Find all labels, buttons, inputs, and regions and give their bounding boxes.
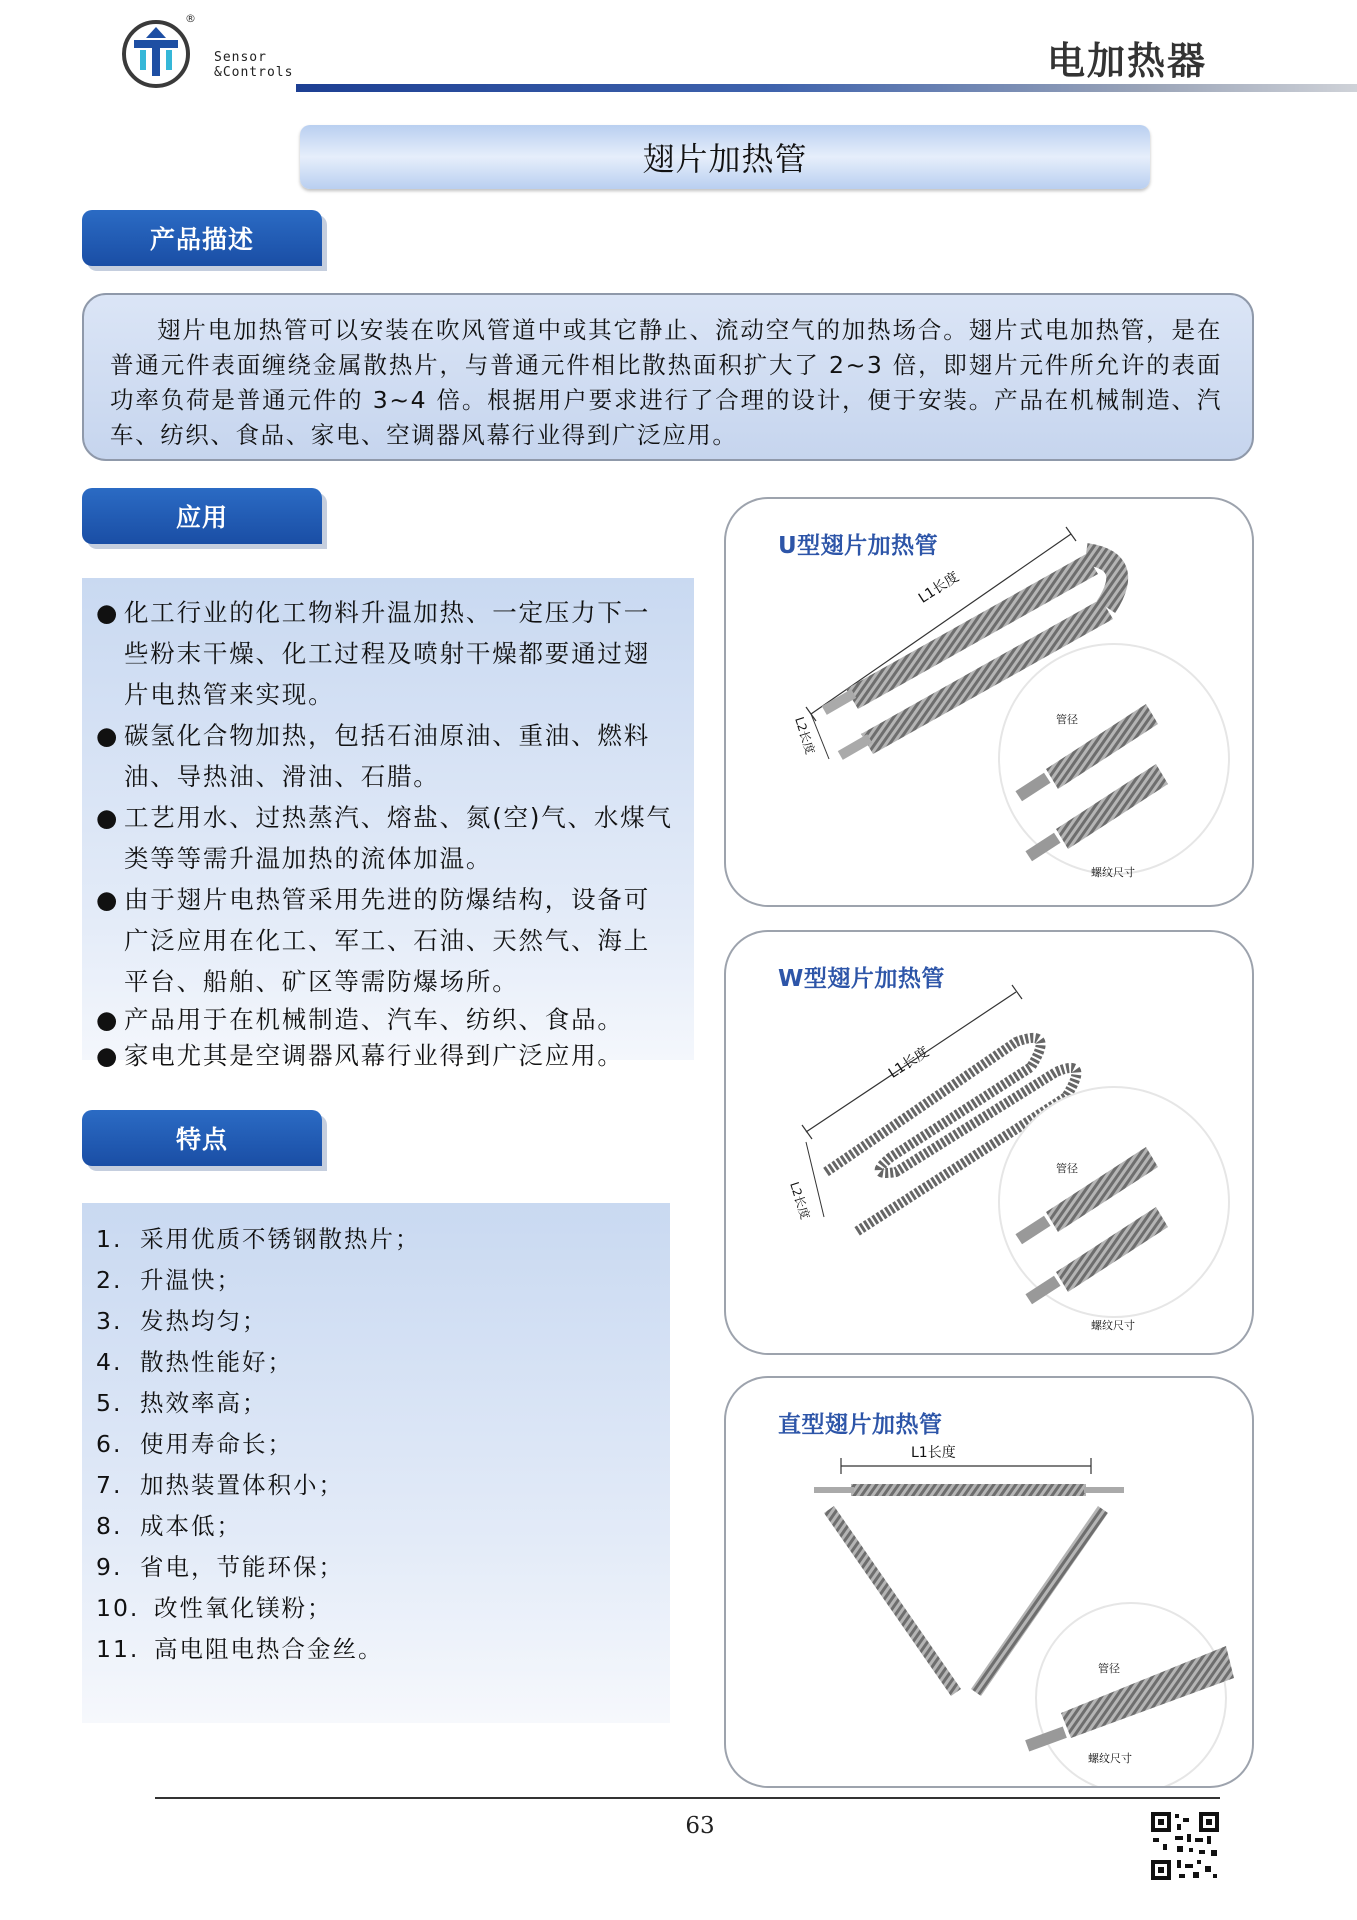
pipe-diameter-label: 管径 xyxy=(1098,1662,1120,1675)
dimension-label-l1: L1长度 xyxy=(915,568,963,607)
list-item xyxy=(96,1588,670,1629)
bullet-icon: ● xyxy=(96,803,120,832)
page-number: 63 xyxy=(685,1813,715,1839)
u-type-heater-illustration xyxy=(726,499,1254,907)
list-item-text: 由于翅片电热管采用先进的防爆结构，设备可广泛应用在化工、军工、石油、天然气、海上平台、船舶、矿区等需防爆场所。 xyxy=(124,885,650,996)
list-item-number: 8. xyxy=(96,1512,123,1540)
application-list xyxy=(82,578,694,1074)
list-item xyxy=(96,592,674,715)
w-type-heater-illustration xyxy=(726,932,1254,1355)
thread-size-label: 螺纹尺寸 xyxy=(1088,1752,1132,1765)
list-item-text: 使用寿命长； xyxy=(140,1430,293,1458)
list-item-text: 升温快； xyxy=(140,1266,242,1294)
list-item-number: 7. xyxy=(96,1471,123,1499)
list-item-number: 5. xyxy=(96,1389,123,1417)
list-item-text: 产品用于在机械制造、汽车、纺织、食品。 xyxy=(124,1005,624,1034)
bullet-icon: ● xyxy=(96,1005,120,1034)
logo-brand-line1: Sensor xyxy=(214,50,267,65)
list-item-text: 成本低； xyxy=(140,1512,242,1540)
pipe-diameter-label: 管径 xyxy=(1056,713,1078,726)
bullet-icon: ● xyxy=(96,721,120,750)
dimension-label-l1: L1长度 xyxy=(911,1445,956,1461)
list-item-text: 散热性能好； xyxy=(140,1348,293,1376)
list-item-text: 高电阻电热合金丝。 xyxy=(154,1635,384,1663)
page-title: 翅片加热管 xyxy=(300,125,1150,189)
thread-size-label: 螺纹尺寸 xyxy=(1091,1319,1135,1332)
bullet-icon: ● xyxy=(96,598,120,627)
product-title: U型翅片加热管 xyxy=(778,533,939,559)
list-item xyxy=(96,1301,670,1342)
list-item-number: 9. xyxy=(96,1553,123,1581)
qr-code-icon xyxy=(1149,1810,1221,1882)
list-item xyxy=(96,1547,670,1588)
pipe-diameter-label: 管径 xyxy=(1056,1162,1078,1175)
dimension-label-l2: L2长度 xyxy=(792,715,818,757)
features-list xyxy=(82,1203,670,1670)
logo-brand-text xyxy=(214,50,293,80)
description-box xyxy=(82,293,1254,461)
list-item-text: 改性氧化镁粉； xyxy=(154,1594,333,1622)
list-item-text: 工艺用水、过热蒸汽、熔盐、氮(空)气、水煤气类等等需升温加热的流体加温。 xyxy=(124,803,673,873)
section-heading-description: 产品描述 xyxy=(82,210,322,266)
product-card-w-type xyxy=(724,930,1254,1355)
list-item-text: 热效率高； xyxy=(140,1389,268,1417)
list-item xyxy=(96,1629,670,1670)
list-item xyxy=(96,1219,670,1260)
list-item-number: 10. xyxy=(96,1594,140,1622)
product-card-u-type xyxy=(724,497,1254,907)
list-item xyxy=(96,1506,670,1547)
header-accent-bar xyxy=(296,84,1357,92)
list-item-text: 家电尤其是空调器风幕行业得到广泛应用。 xyxy=(124,1041,624,1070)
list-item xyxy=(96,1424,670,1465)
section-heading-features: 特点 xyxy=(82,1110,322,1166)
list-item-text: 化工行业的化工物料升温加热、一定压力下一些粉末干燥、化工过程及喷射干燥都要通过翅片电热管来实现。 xyxy=(124,598,650,709)
list-item xyxy=(96,1465,670,1506)
list-item xyxy=(96,715,674,797)
product-card-straight-type xyxy=(724,1376,1254,1788)
logo-brand-line2: &Controls xyxy=(214,65,294,80)
footer-divider xyxy=(155,1797,1220,1799)
list-item xyxy=(96,1260,670,1301)
thread-size-label: 螺纹尺寸 xyxy=(1091,866,1135,879)
company-logo xyxy=(122,20,190,88)
bullet-icon: ● xyxy=(96,1041,120,1070)
list-item-text: 发热均匀； xyxy=(140,1307,268,1335)
product-title: W型翅片加热管 xyxy=(778,966,945,992)
list-item xyxy=(96,1002,674,1038)
application-panel xyxy=(82,578,694,1070)
description-text: 翅片电加热管可以安装在吹风管道中或其它静止、流动空气的加热场合。翅片式电加热管，是在普通元件表面缠绕金属散热片，与普通元件相比散热面积扩大了 2~3 倍，即翅片元件所允许的表面功率负荷是普通元件的 3~4 倍。根据用户要求进行了合理的设计，便于安装。产品在机械制造、汽车、纺织、食品、家电、空调器风幕行业得到广泛应用。 xyxy=(110,316,1222,449)
dimension-label-l2: L2长度 xyxy=(787,1180,813,1222)
dimension-label-l1: L1长度 xyxy=(885,1043,933,1082)
list-item xyxy=(96,1383,670,1424)
list-item xyxy=(96,879,674,1002)
straight-heater-illustration xyxy=(726,1378,1254,1788)
list-item-number: 3. xyxy=(96,1307,123,1335)
list-item-number: 2. xyxy=(96,1266,123,1294)
list-item-number: 1. xyxy=(96,1225,123,1253)
list-item-text: 采用优质不锈钢散热片； xyxy=(140,1225,421,1253)
list-item xyxy=(96,797,674,879)
list-item-number: 4. xyxy=(96,1348,123,1376)
list-item xyxy=(96,1342,670,1383)
features-panel xyxy=(82,1203,670,1723)
category-title: 电加热器 xyxy=(1046,39,1207,83)
list-item-text: 省电，节能环保； xyxy=(140,1553,344,1581)
section-heading-application: 应用 xyxy=(82,488,322,544)
registered-mark: ® xyxy=(185,12,196,25)
list-item-text: 加热装置体积小； xyxy=(140,1471,344,1499)
list-item-text: 碳氢化合物加热，包括石油原油、重油、燃料油、导热油、滑油、石腊。 xyxy=(124,721,650,791)
list-item-number: 11. xyxy=(96,1635,140,1663)
product-title: 直型翅片加热管 xyxy=(778,1412,943,1438)
list-item xyxy=(96,1038,674,1074)
bullet-icon: ● xyxy=(96,885,120,914)
list-item-number: 6. xyxy=(96,1430,123,1458)
